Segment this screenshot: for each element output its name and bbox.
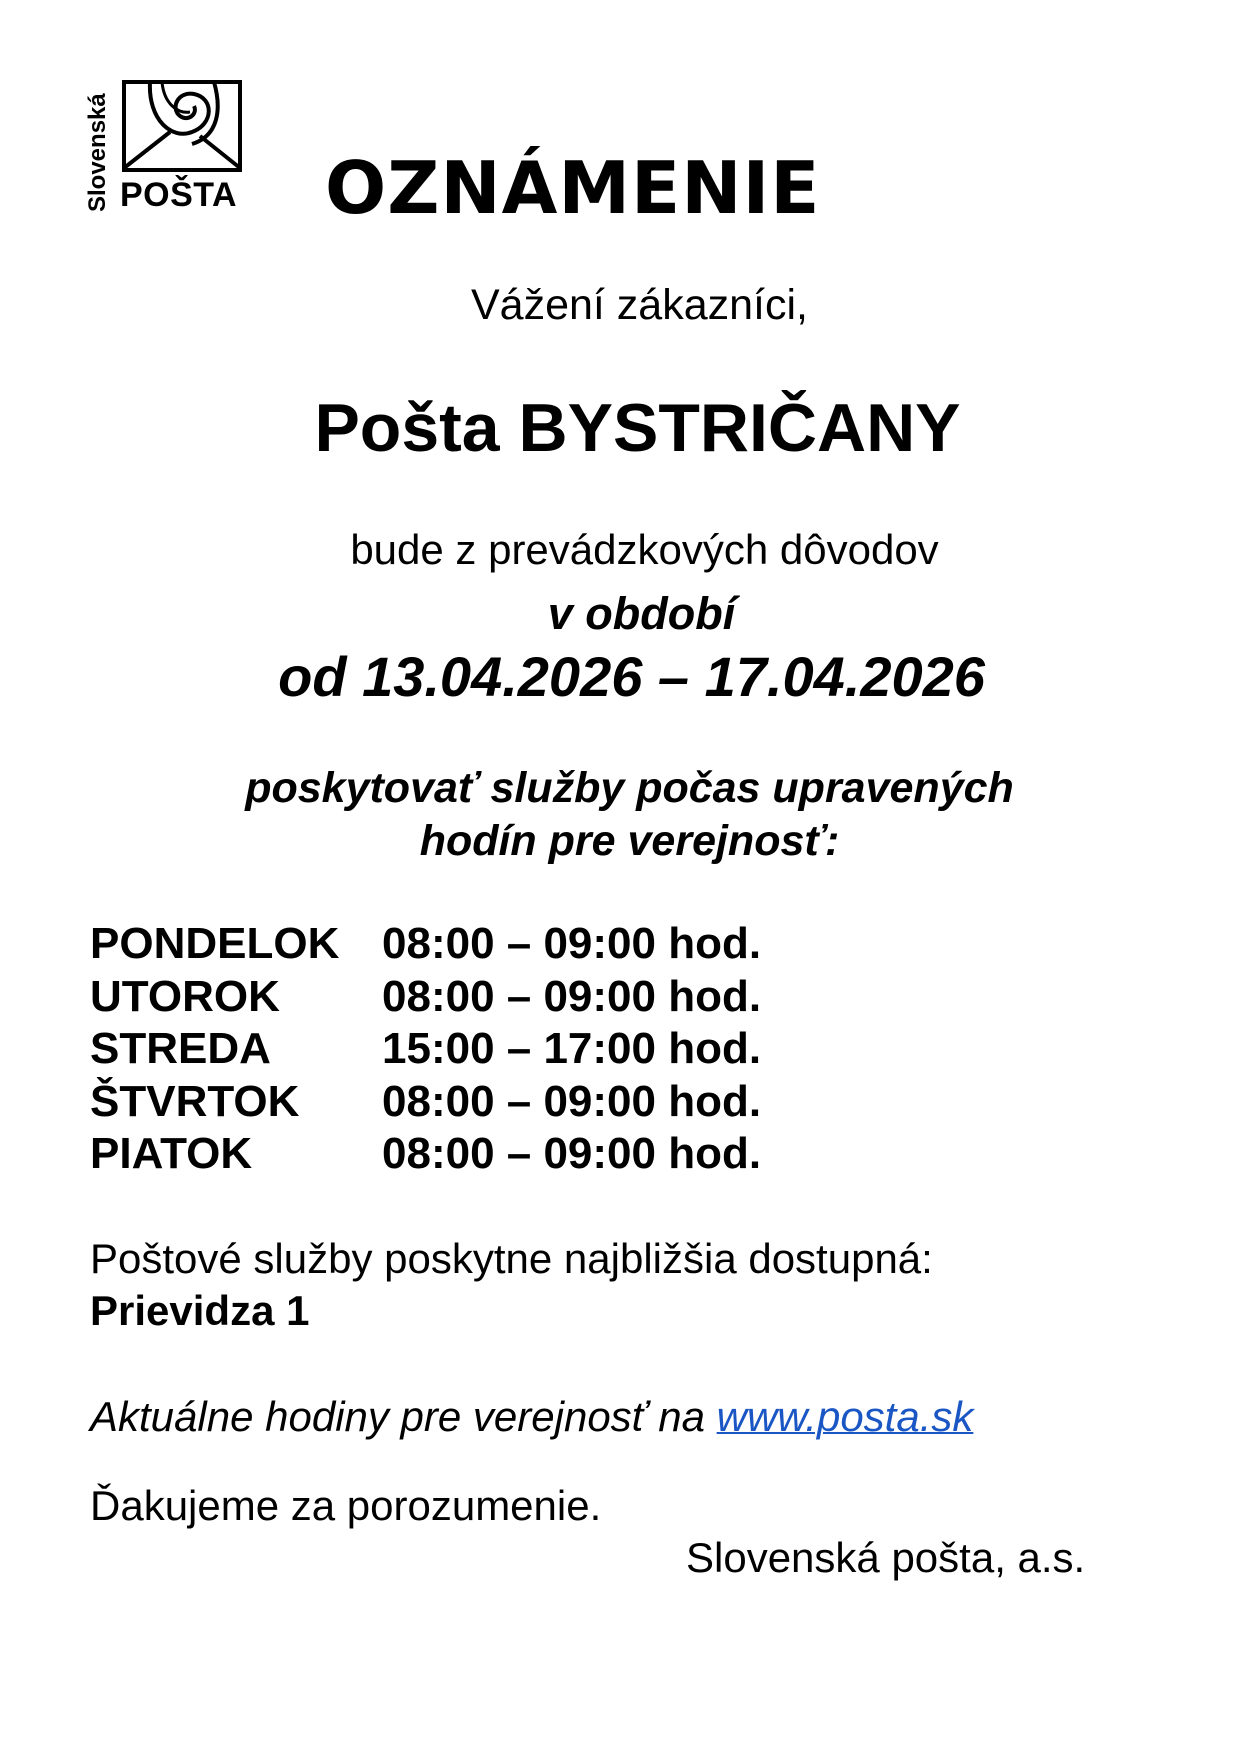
- schedule-day: PIATOK: [90, 1129, 253, 1178]
- notice-line-2: hodín pre verejnosť:: [419, 817, 840, 865]
- thanks-text: Ďakujeme za porozumenie.: [90, 1482, 602, 1529]
- schedule-day: PONDELOK: [90, 919, 340, 968]
- period-label: v období: [547, 588, 736, 639]
- schedule-hours: 08:00 – 09:00 hod.: [382, 971, 762, 1021]
- notice-line-1: poskytovať služby počas upravených: [245, 764, 1014, 812]
- schedule-hours: 08:00 – 09:00 hod.: [382, 919, 762, 968]
- schedule-hours: 08:00 – 09:00 hod.: [382, 1129, 762, 1178]
- schedule-day: ŠTVRTOK: [90, 1076, 300, 1126]
- schedule-hours: 15:00 – 17:00 hod.: [382, 1024, 762, 1073]
- schedule-day: UTOROK: [90, 971, 280, 1021]
- period-range: od 13.04.2026 – 17.04.2026: [278, 645, 985, 708]
- post-horn-envelope-icon: [122, 80, 242, 172]
- salutation: Vážení zákazníci,: [470, 281, 808, 329]
- current-hours-text: Aktuálne hodiny pre verejnosť na: [90, 1393, 717, 1440]
- nearest-office-text: Poštové služby poskytne najbližšia dostupná:: [90, 1235, 933, 1282]
- nearest-office-name: Prievidza 1: [90, 1287, 310, 1334]
- current-hours-line: [90, 1392, 973, 1442]
- office-name: Pošta BYSTRIČANY: [314, 390, 961, 466]
- signature: Slovenská pošta, a.s.: [686, 1534, 1086, 1581]
- page-title: OZNÁMENIE: [325, 146, 821, 230]
- schedule-hours: 08:00 – 09:00 hod.: [382, 1076, 762, 1126]
- logo-wordmark: POŠTA: [120, 176, 238, 214]
- reason-text: bude z prevádzkových dôvodov: [350, 526, 939, 573]
- schedule-day: STREDA: [90, 1024, 271, 1073]
- logo-vertical-text: Slovenská: [84, 93, 111, 212]
- posta-website-link[interactable]: www.posta.sk: [716, 1393, 974, 1440]
